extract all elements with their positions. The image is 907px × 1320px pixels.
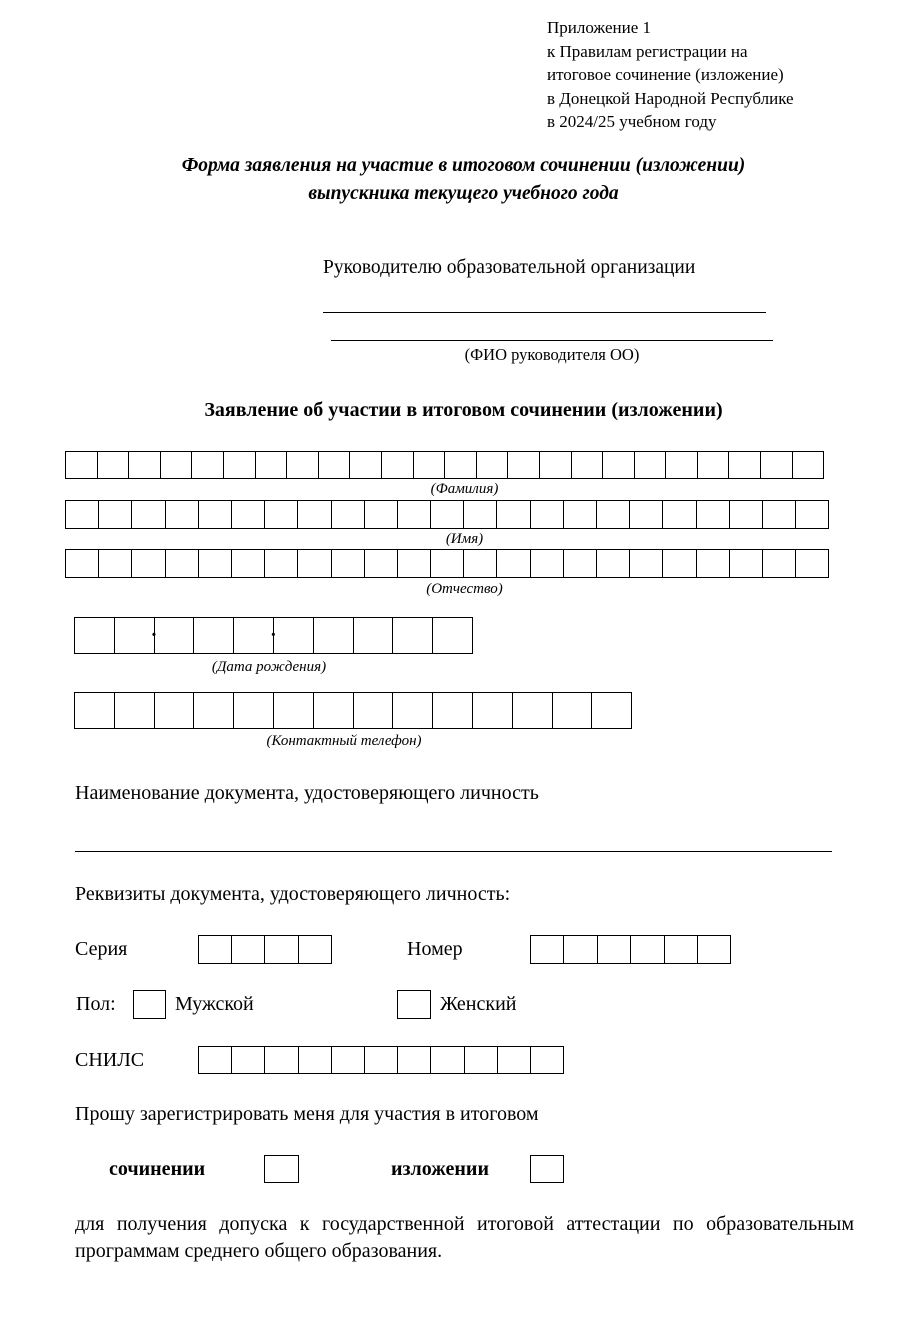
snils-label: СНИЛС bbox=[75, 1049, 145, 1071]
phone-box[interactable] bbox=[513, 692, 553, 729]
surname-box[interactable] bbox=[66, 451, 98, 479]
patronymic-box[interactable] bbox=[597, 549, 630, 578]
name-box[interactable] bbox=[166, 500, 199, 529]
request-text: Прошу зарегистрировать меня для участия в итоговом bbox=[75, 1103, 539, 1125]
birthdate-box[interactable] bbox=[75, 617, 115, 654]
number-box[interactable] bbox=[531, 935, 564, 964]
patronymic-box[interactable] bbox=[332, 549, 365, 578]
surname-box[interactable] bbox=[793, 451, 825, 479]
appendix-note bbox=[547, 16, 794, 134]
patronymic-box[interactable] bbox=[697, 549, 730, 578]
patronymic-box[interactable] bbox=[531, 549, 564, 578]
phone-box[interactable] bbox=[553, 692, 593, 729]
name-box[interactable] bbox=[99, 500, 132, 529]
name-box[interactable] bbox=[431, 500, 464, 529]
name-box[interactable] bbox=[531, 500, 564, 529]
name-boxes[interactable] bbox=[65, 500, 829, 529]
phone-box[interactable] bbox=[473, 692, 513, 729]
name-box[interactable] bbox=[796, 500, 829, 529]
patronymic-box[interactable] bbox=[166, 549, 199, 578]
surname-box[interactable] bbox=[98, 451, 130, 479]
snils-box[interactable] bbox=[465, 1046, 498, 1074]
surname-box[interactable] bbox=[761, 451, 793, 479]
director-name-line-1[interactable] bbox=[323, 312, 766, 313]
birthdate-box[interactable] bbox=[274, 617, 314, 654]
phone-boxes[interactable] bbox=[74, 692, 632, 729]
surname-box[interactable] bbox=[129, 451, 161, 479]
doc-name-line[interactable] bbox=[75, 851, 832, 852]
addressee-label: Руководителю образовательной организации bbox=[323, 257, 696, 278]
female-label: Женский bbox=[440, 993, 517, 1015]
surname-box[interactable] bbox=[350, 451, 382, 479]
name-box[interactable] bbox=[132, 500, 165, 529]
name-box[interactable] bbox=[663, 500, 696, 529]
birthdate-box[interactable] bbox=[393, 617, 433, 654]
appendix-line: к Правилам регистрации на bbox=[547, 41, 748, 61]
phone-box[interactable] bbox=[234, 692, 274, 729]
surname-box[interactable] bbox=[572, 451, 604, 479]
series-box[interactable] bbox=[299, 935, 332, 964]
name-box[interactable] bbox=[497, 500, 530, 529]
surname-box[interactable] bbox=[666, 451, 698, 479]
patronymic-box[interactable] bbox=[464, 549, 497, 578]
surname-box[interactable] bbox=[319, 451, 351, 479]
patronymic-box[interactable] bbox=[298, 549, 331, 578]
number-box[interactable] bbox=[564, 935, 597, 964]
name-box[interactable] bbox=[630, 500, 663, 529]
name-box[interactable] bbox=[697, 500, 730, 529]
director-caption: (ФИО руководителя ОО) bbox=[464, 345, 640, 364]
presentation-checkbox[interactable] bbox=[530, 1155, 564, 1183]
presentation-label: изложении bbox=[391, 1158, 489, 1180]
gender-label: Пол: bbox=[76, 993, 116, 1015]
number-box[interactable] bbox=[598, 935, 631, 964]
name-box[interactable] bbox=[597, 500, 630, 529]
name-box[interactable] bbox=[398, 500, 431, 529]
birthdate-box[interactable] bbox=[194, 617, 234, 654]
essay-checkbox[interactable] bbox=[264, 1155, 299, 1183]
name-box[interactable] bbox=[232, 500, 265, 529]
patronymic-box[interactable] bbox=[199, 549, 232, 578]
surname-boxes[interactable] bbox=[65, 451, 824, 479]
number-box[interactable] bbox=[698, 935, 731, 964]
appendix-line: в Донецкой Народной Республике bbox=[547, 88, 794, 108]
phone-box[interactable] bbox=[155, 692, 195, 729]
name-box[interactable] bbox=[730, 500, 763, 529]
surname-box[interactable] bbox=[635, 451, 667, 479]
birthdate-boxes[interactable] bbox=[74, 617, 473, 654]
surname-box[interactable] bbox=[603, 451, 635, 479]
number-boxes[interactable] bbox=[530, 935, 731, 964]
snils-box[interactable] bbox=[431, 1046, 464, 1074]
patronymic-box[interactable] bbox=[398, 549, 431, 578]
name-caption: (Имя) bbox=[445, 531, 484, 547]
snils-box[interactable] bbox=[265, 1046, 298, 1074]
name-box[interactable] bbox=[763, 500, 796, 529]
patronymic-box[interactable] bbox=[99, 549, 132, 578]
phone-box[interactable] bbox=[592, 692, 632, 729]
form-title-line: Форма заявления на участие в итоговом сочинении (изложении) bbox=[181, 155, 746, 176]
patronymic-box[interactable] bbox=[431, 549, 464, 578]
snils-boxes[interactable] bbox=[198, 1046, 564, 1074]
phone-box[interactable] bbox=[115, 692, 155, 729]
birthdate-box[interactable] bbox=[354, 617, 394, 654]
snils-box[interactable] bbox=[199, 1046, 232, 1074]
surname-box[interactable] bbox=[256, 451, 288, 479]
phone-box[interactable] bbox=[194, 692, 234, 729]
patronymic-box[interactable] bbox=[132, 549, 165, 578]
statement-title: Заявление об участии в итоговом сочинении (изложении) bbox=[204, 399, 723, 421]
name-box[interactable] bbox=[464, 500, 497, 529]
surname-box[interactable] bbox=[414, 451, 446, 479]
birthdate-box[interactable] bbox=[115, 617, 155, 654]
birthdate-box[interactable] bbox=[155, 617, 195, 654]
phone-caption: (Контактный телефон) bbox=[266, 733, 422, 749]
patronymic-box[interactable] bbox=[66, 549, 99, 578]
appendix-line: в 2024/25 учебном году bbox=[547, 112, 717, 131]
snils-box[interactable] bbox=[299, 1046, 332, 1074]
name-box[interactable] bbox=[332, 500, 365, 529]
female-checkbox[interactable] bbox=[397, 990, 431, 1019]
patronymic-boxes[interactable] bbox=[65, 549, 829, 578]
male-label: Мужской bbox=[175, 993, 254, 1015]
snils-box[interactable] bbox=[365, 1046, 398, 1074]
patronymic-box[interactable] bbox=[265, 549, 298, 578]
series-box[interactable] bbox=[265, 935, 298, 964]
name-box[interactable] bbox=[265, 500, 298, 529]
doc-name-label: Наименование документа, удостоверяющего личность bbox=[75, 782, 539, 804]
surname-box[interactable] bbox=[192, 451, 224, 479]
snils-box[interactable] bbox=[232, 1046, 265, 1074]
birthdate-box[interactable] bbox=[234, 617, 274, 654]
name-box[interactable] bbox=[66, 500, 99, 529]
series-box[interactable] bbox=[199, 935, 232, 964]
closing-paragraph: для получения допуска к государственной итоговой аттестации по образовательным программам среднего общего образования. bbox=[75, 1213, 854, 1262]
phone-box[interactable] bbox=[433, 692, 473, 729]
birthdate-caption: (Дата рождения) bbox=[211, 659, 327, 675]
patronymic-box[interactable] bbox=[763, 549, 796, 578]
snils-box[interactable] bbox=[531, 1046, 564, 1074]
name-box[interactable] bbox=[298, 500, 331, 529]
doc-details-label: Реквизиты документа, удостоверяющего личность: bbox=[75, 883, 511, 905]
patronymic-box[interactable] bbox=[630, 549, 663, 578]
surname-box[interactable] bbox=[224, 451, 256, 479]
snils-box[interactable] bbox=[398, 1046, 431, 1074]
series-box[interactable] bbox=[232, 935, 265, 964]
patronymic-box[interactable] bbox=[365, 549, 398, 578]
surname-box[interactable] bbox=[445, 451, 477, 479]
appendix-line: Приложение 1 bbox=[547, 18, 651, 37]
name-box[interactable] bbox=[199, 500, 232, 529]
phone-box[interactable] bbox=[75, 692, 115, 729]
patronymic-box[interactable] bbox=[796, 549, 829, 578]
surname-box[interactable] bbox=[508, 451, 540, 479]
patronymic-box[interactable] bbox=[663, 549, 696, 578]
surname-box[interactable] bbox=[698, 451, 730, 479]
phone-box[interactable] bbox=[314, 692, 354, 729]
form-title-line: выпускника текущего учебного года bbox=[308, 183, 619, 204]
surname-box[interactable] bbox=[477, 451, 509, 479]
number-box[interactable] bbox=[631, 935, 664, 964]
surname-box[interactable] bbox=[287, 451, 319, 479]
patronymic-box[interactable] bbox=[730, 549, 763, 578]
essay-label: сочинении bbox=[109, 1158, 206, 1180]
surname-box[interactable] bbox=[161, 451, 193, 479]
phone-box[interactable] bbox=[354, 692, 394, 729]
phone-box[interactable] bbox=[393, 692, 433, 729]
birthdate-box[interactable] bbox=[314, 617, 354, 654]
surname-box[interactable] bbox=[729, 451, 761, 479]
series-label: Серия bbox=[75, 938, 128, 960]
form-title bbox=[0, 152, 907, 208]
snils-box[interactable] bbox=[332, 1046, 365, 1074]
surname-box[interactable] bbox=[382, 451, 414, 479]
patronymic-box[interactable] bbox=[564, 549, 597, 578]
surname-box[interactable] bbox=[540, 451, 572, 479]
number-box[interactable] bbox=[665, 935, 698, 964]
director-name-line-2[interactable] bbox=[331, 340, 773, 341]
name-box[interactable] bbox=[365, 500, 398, 529]
series-boxes[interactable] bbox=[198, 935, 332, 964]
patronymic-box[interactable] bbox=[497, 549, 530, 578]
appendix-line: итоговое сочинение (изложение) bbox=[547, 65, 784, 84]
birthdate-box[interactable] bbox=[433, 617, 473, 654]
name-box[interactable] bbox=[564, 500, 597, 529]
patronymic-box[interactable] bbox=[232, 549, 265, 578]
number-label: Номер bbox=[407, 938, 463, 960]
snils-box[interactable] bbox=[498, 1046, 531, 1074]
phone-box[interactable] bbox=[274, 692, 314, 729]
surname-caption: (Фамилия) bbox=[430, 481, 499, 497]
male-checkbox[interactable] bbox=[133, 990, 166, 1019]
patronymic-caption: (Отчество) bbox=[426, 581, 503, 597]
